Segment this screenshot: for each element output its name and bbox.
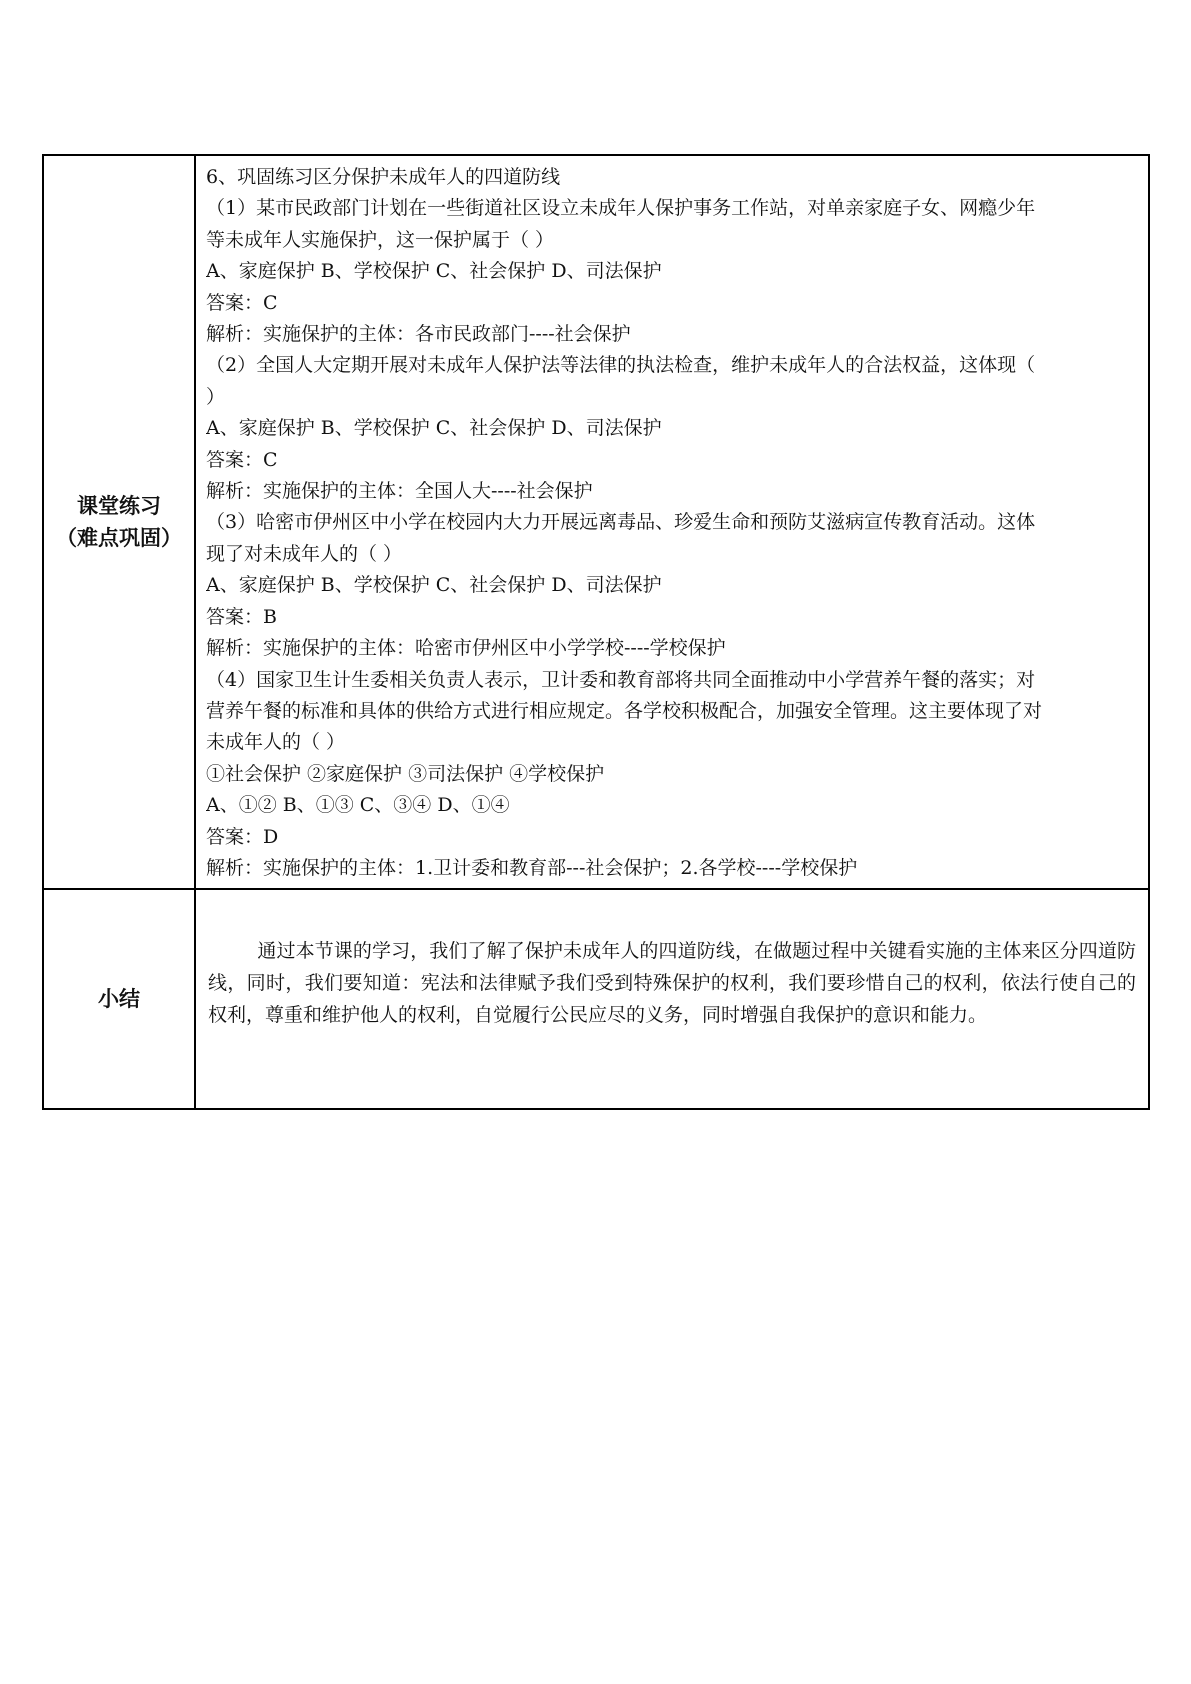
question-3-text: （3）哈密市伊州区中小学在校园内大力开展远离毒品、珍爱生命和预防艾滋病宣传教育活动。这体 xyxy=(206,511,1036,534)
question-1-analysis: 解析：实施保护的主体：各市民政部门----社会保护 xyxy=(206,323,631,346)
question-2-text-cont: ） xyxy=(206,385,226,408)
question-2-text: （2）全国人大定期开展对未成年人保护法等法律的执法检查，维护未成年人的合法权益，这体现（ xyxy=(206,354,1036,377)
practice-label-subtitle: （难点巩固） xyxy=(56,526,182,551)
question-1-text: （1）某市民政部门计划在一些街道社区设立未成年人保护事务工作站，对单亲家庭子女、网瘾少年 xyxy=(206,197,1036,220)
question-3-options: A、家庭保护 B、学校保护 C、社会保护 D、司法保护 xyxy=(206,574,662,597)
practice-content-cell xyxy=(195,155,1149,889)
question-4-text: （4）国家卫生计生委相关负责人表示，卫计委和教育部将共同全面推动中小学营养午餐的落实；对 xyxy=(206,668,1036,691)
question-1-options: A、家庭保护 B、学校保护 C、社会保护 D、司法保护 xyxy=(206,260,662,283)
summary-paragraph: 通过本节课的学习，我们了解了保护未成年人的四道防线，在做题过程中关键看实施的主体来区分四道防线，同时，我们要知道：宪法和法律赋予我们受到特殊保护的权利，我们要珍惜自己的权利，依法行使自己的权利，尊重和维护他人的权利，自觉履行公民应尽的义务，同时增强自我保护的意识和能力。 xyxy=(208,940,1136,1026)
question-4-items: ①社会保护 ②家庭保护 ③司法保护 ④学校保护 xyxy=(206,762,605,785)
question-3-answer: 答案：B xyxy=(206,605,277,628)
exercise-heading: 6、巩固练习区分保护未成年人的四道防线 xyxy=(206,166,561,188)
practice-label-title: 课堂练习 xyxy=(77,494,161,519)
question-2-answer: 答案：C xyxy=(206,448,278,471)
lesson-table xyxy=(42,154,1150,1110)
summary-content-cell xyxy=(195,889,1149,1109)
question-4-analysis: 解析：实施保护的主体：1.卫计委和教育部---社会保护；2.各学校----学校保护 xyxy=(206,856,858,879)
summary-label-cell xyxy=(43,889,195,1109)
question-3-analysis: 解析：实施保护的主体：哈密市伊州区中小学学校----学校保护 xyxy=(206,637,726,660)
question-2-analysis: 解析：实施保护的主体：全国人大----社会保护 xyxy=(206,480,593,503)
practice-label-cell xyxy=(43,155,195,889)
summary-label: 小结 xyxy=(98,987,140,1012)
question-2-options: A、家庭保护 B、学校保护 C、社会保护 D、司法保护 xyxy=(206,417,662,440)
question-4-text-cont: 营养午餐的标准和具体的供给方式进行相应规定。各学校积极配合，加强安全管理。这主要体现了对 xyxy=(206,699,1043,722)
question-1-text-cont: 等未成年人实施保护，这一保护属于（ ） xyxy=(206,228,555,251)
question-3-text-cont: 现了对未成年人的（ ） xyxy=(206,542,403,565)
question-4-text-end: 未成年人的（ ） xyxy=(206,731,346,754)
question-4-options: A、①② B、①③ C、③④ D、①④ xyxy=(206,794,510,817)
practice-row xyxy=(43,155,1149,889)
question-4-answer: 答案：D xyxy=(206,825,279,848)
summary-row xyxy=(43,889,1149,1109)
question-1-answer: 答案：C xyxy=(206,291,278,314)
